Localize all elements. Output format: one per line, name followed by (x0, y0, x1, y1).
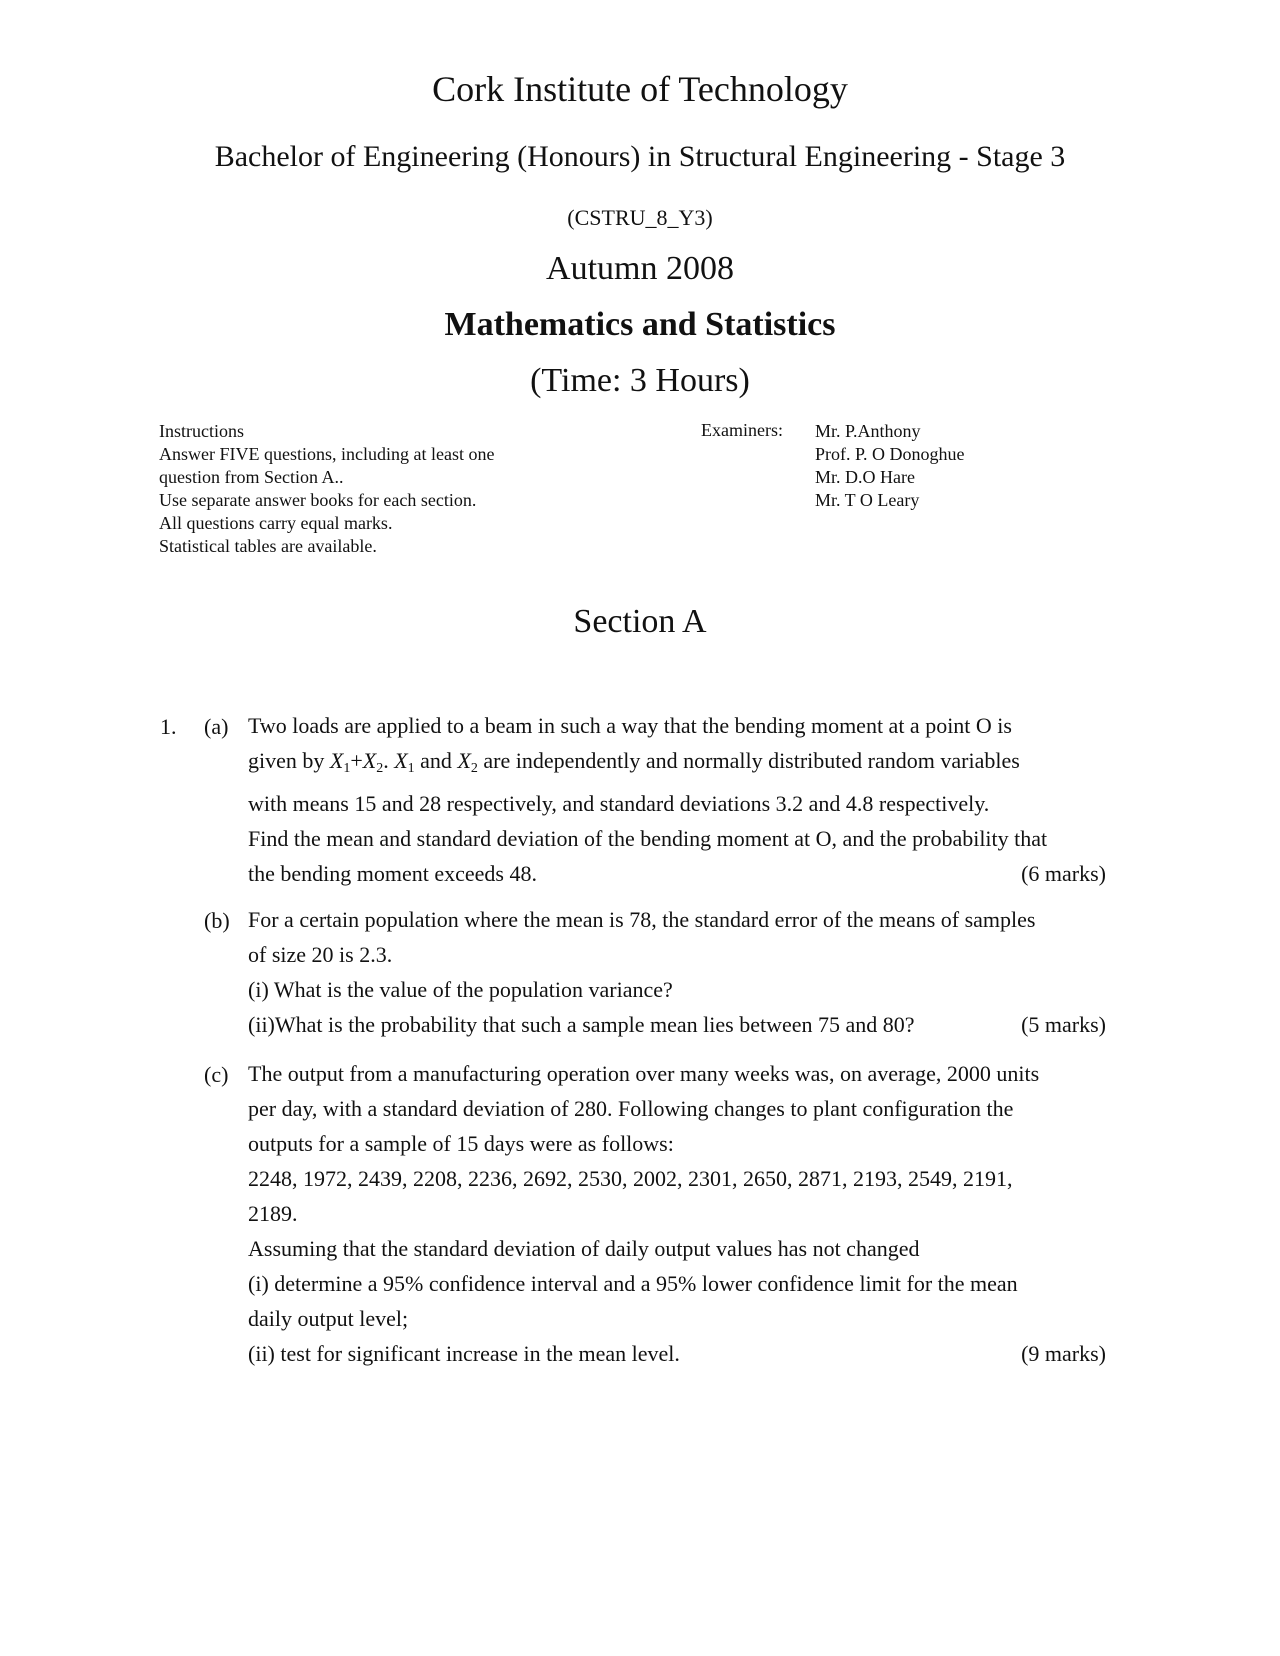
instruction-line: Statistical tables are available. (159, 536, 377, 556)
examiner-name: Mr. T O Leary (815, 490, 920, 510)
part-b-line: (i) What is the value of the population variance? (248, 977, 673, 1002)
part-b-marks: (5 marks) (1021, 1012, 1106, 1037)
subject-title: Mathematics and Statistics (444, 306, 836, 343)
part-a-line: the bending moment exceeds 48. (248, 861, 537, 886)
part-c-line: daily output level; (248, 1306, 409, 1331)
part-label-a: (a) (204, 714, 229, 739)
part-c-line: outputs for a sample of 15 days were as follows: (248, 1131, 674, 1156)
part-c-line: per day, with a standard deviation of 280. Following changes to plant configuration the (248, 1096, 1014, 1121)
part-c-line: The output from a manufacturing operation over many weeks was, on average, 2000 units (248, 1061, 1040, 1086)
part-c-line: 2248, 1972, 2439, 2208, 2236, 2692, 2530, 2002, 2301, 2650, 2871, 2193, 2549, 2191, (248, 1166, 1013, 1191)
part-c-line: Assuming that the standard deviation of daily output values has not changed (248, 1236, 920, 1261)
section-title: Section A (573, 603, 707, 640)
part-b-line: (ii)What is the probability that such a sample mean lies between 75 and 80? (248, 1012, 915, 1037)
instructions-block (159, 420, 494, 558)
examiner-name: Prof. P. O Donoghue (815, 444, 965, 464)
part-b-text (248, 902, 1106, 1042)
instruction-line: Answer FIVE questions, including at least one (159, 444, 495, 464)
part-b-last-line (248, 1007, 1106, 1042)
part-label-b: (b) (204, 908, 230, 933)
instruction-line: Use separate answer books for each section. (159, 490, 477, 510)
instruction-line: All questions carry equal marks. (159, 513, 393, 533)
examiners-list (815, 420, 965, 512)
programme-title: Bachelor of Engineering (Honours) in Structural Engineering - Stage 3 (214, 140, 1066, 173)
part-c-line: 2189. (248, 1201, 298, 1226)
part-a-marks: (6 marks) (1021, 861, 1106, 886)
part-a-line: Two loads are applied to a beam in such a way that the bending moment at a point O is (248, 713, 1012, 738)
part-label-c: (c) (204, 1062, 229, 1087)
instructions-heading: Instructions (159, 421, 244, 441)
part-c-line: (ii) test for significant increase in the mean level. (248, 1341, 680, 1366)
course-code: (CSTRU_8_Y3) (567, 205, 713, 230)
part-c-last-line (248, 1336, 1106, 1371)
question-number: 1. (160, 714, 177, 739)
part-c-line: (i) determine a 95% confidence interval and a 95% lower confidence limit for the mean (248, 1271, 1018, 1296)
part-a-line: Find the mean and standard deviation of the bending moment at O, and the probability that (248, 826, 1048, 851)
examiner-name: Mr. P.Anthony (815, 421, 921, 441)
part-a-line: with means 15 and 28 respectively, and standard deviations 3.2 and 4.8 respectively. (248, 791, 990, 816)
part-a-last-line (248, 856, 1106, 891)
exam-session: Autumn 2008 (546, 250, 734, 287)
part-c-text (248, 1056, 1106, 1371)
exam-duration: (Time: 3 Hours) (530, 362, 750, 399)
instruction-line: question from Section A.. (159, 467, 344, 487)
part-b-line: of size 20 is 2.3. (248, 942, 393, 967)
part-a-formula-line: given by $X_1+X_2$. $X_1$ and $X_2$ are independently and normally distributed random variables (248, 748, 1020, 776)
part-b-line: For a certain population where the mean is 78, the standard error of the means of samples (248, 907, 1036, 932)
part-c-marks: (9 marks) (1021, 1341, 1106, 1366)
examiner-name: Mr. D.O Hare (815, 467, 915, 487)
part-a-text (248, 708, 1106, 891)
examiners-label: Examiners: (701, 420, 783, 440)
institution-name: Cork Institute of Technology (432, 69, 848, 109)
